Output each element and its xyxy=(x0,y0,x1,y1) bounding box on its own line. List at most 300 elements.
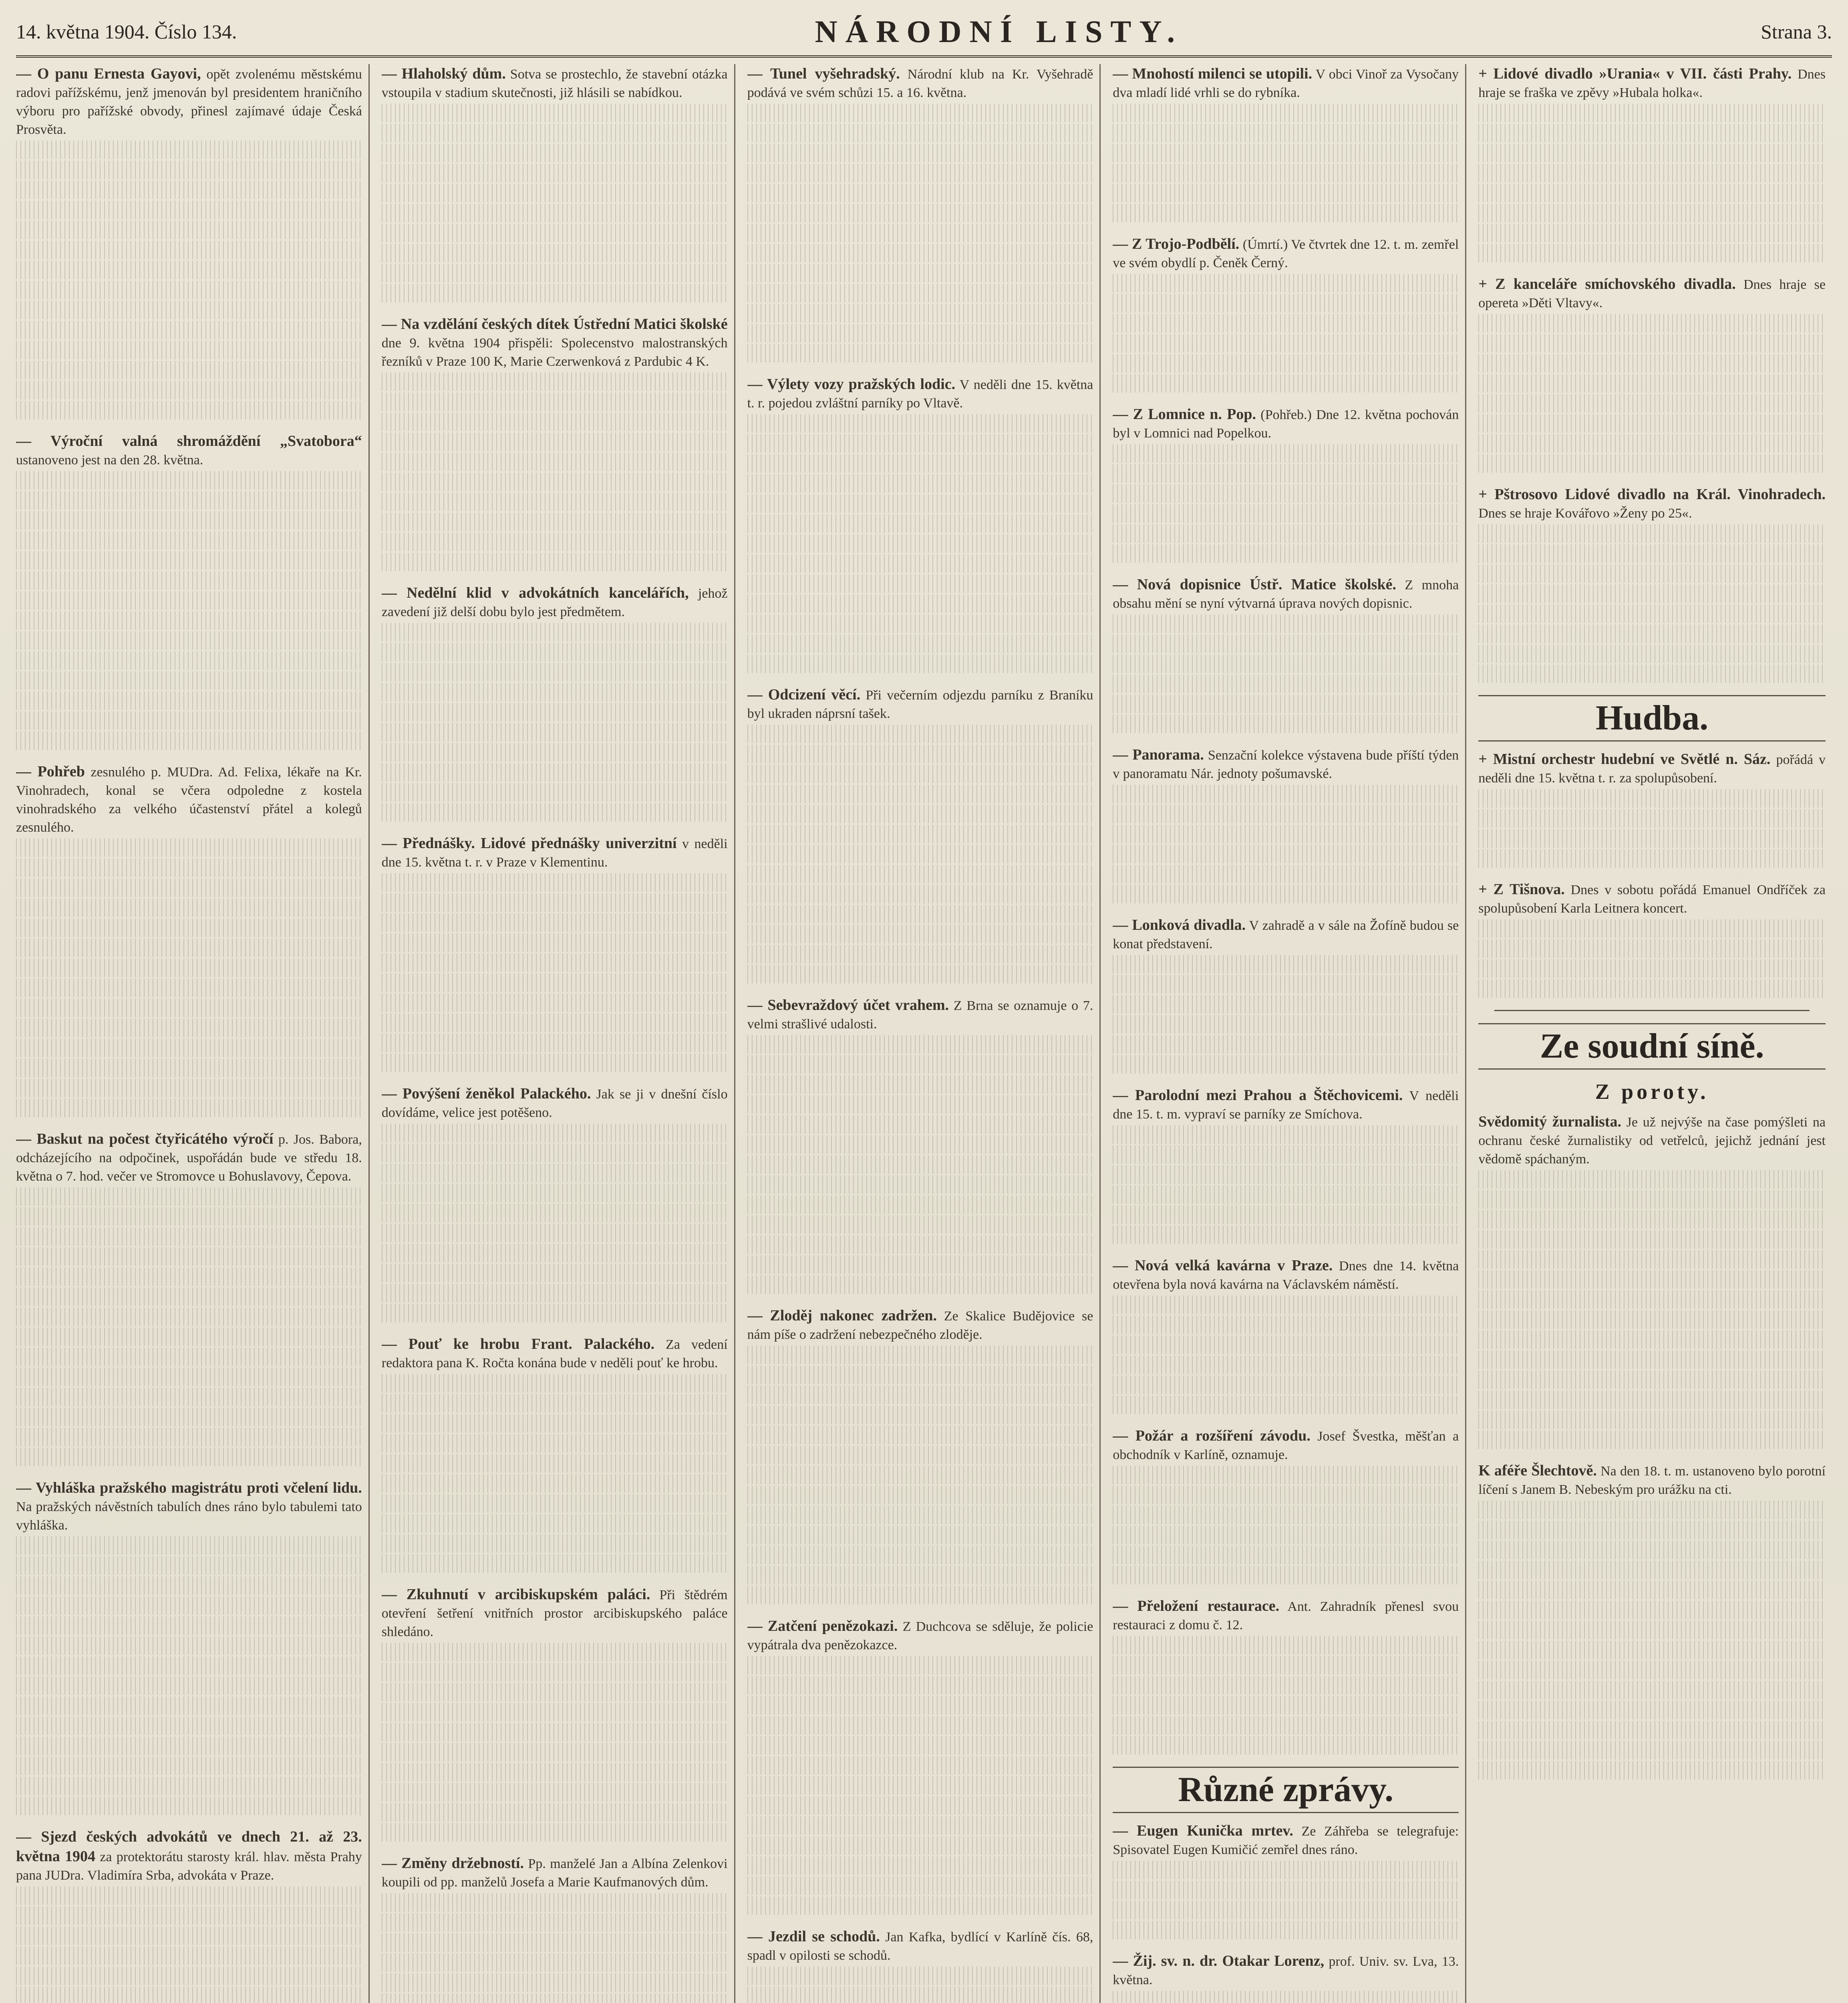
article xyxy=(382,1334,728,1573)
text-line xyxy=(747,1566,1093,1584)
text-line xyxy=(16,1388,362,1406)
article-headline: — Lonková divadla. xyxy=(1113,917,1246,933)
article-text xyxy=(1113,1256,1459,1294)
article-body: Ant. Zahradník přenesl svou restauraci z domu č. 12. xyxy=(1113,1599,1459,1632)
text-line xyxy=(16,571,362,590)
article-text xyxy=(1478,64,1826,102)
article xyxy=(747,375,1093,673)
text-line xyxy=(382,1993,728,2003)
text-line xyxy=(16,1616,362,1635)
text-line xyxy=(747,1526,1093,1544)
text-line xyxy=(1478,1350,1826,1369)
text-line xyxy=(1478,809,1826,828)
article-text xyxy=(382,834,728,872)
text-line xyxy=(382,663,728,681)
text-line xyxy=(16,471,362,490)
article xyxy=(1113,1596,1459,1755)
text-line xyxy=(382,104,728,122)
article-body: Při štědrém otevření šetření vnitřních prostor arcibiskupského paláce shledáno. xyxy=(381,1588,728,1639)
text-line xyxy=(747,164,1093,182)
text-line xyxy=(16,531,362,550)
article-body: za protektorátu starosty král. hlav. města Prahy pana JUDra. Vladimíra Srba, advokáta v Praze. xyxy=(16,1850,362,1883)
article-text xyxy=(1478,1112,1826,1169)
text-line xyxy=(1113,1861,1459,1879)
text-line xyxy=(382,513,728,531)
article xyxy=(1113,745,1459,903)
text-line xyxy=(16,281,362,299)
text-line xyxy=(382,1554,728,1573)
article xyxy=(1113,915,1459,1074)
text-line xyxy=(1478,919,1826,938)
article-headline: — Přednášky. Lidové přednášky univerzitní xyxy=(381,835,677,852)
text-line xyxy=(16,1947,362,1965)
text-line xyxy=(16,301,362,319)
text-line xyxy=(16,1987,362,2003)
text-line xyxy=(1113,1165,1459,1184)
article-body: pořádá v neděli dne 15. května t. r. za spolupůsobení. xyxy=(1478,752,1826,786)
text-line xyxy=(747,1896,1093,1915)
article-body: v neděli dne 15. května t. r. v Praze v Klementinu. xyxy=(381,836,728,870)
text-line xyxy=(1478,354,1826,373)
article xyxy=(1113,1426,1459,1584)
text-line xyxy=(1113,1636,1459,1654)
article xyxy=(382,834,728,1072)
article-headline: — Povýšení ženěkol Palackého. xyxy=(381,1085,591,1102)
text-line xyxy=(747,1155,1093,1174)
text-line xyxy=(1113,484,1459,503)
text-line xyxy=(1113,885,1459,903)
text-line xyxy=(747,1676,1093,1695)
article-headline: — Eugen Kunička mrtev. xyxy=(1113,1822,1293,1839)
text-line xyxy=(1113,1526,1459,1544)
article-headline: — Výlety vozy pražských lodic. xyxy=(747,376,956,393)
text-line xyxy=(382,913,728,932)
article-headline: — Sebevraždový účet vrahem. xyxy=(747,997,949,1014)
text-line xyxy=(1113,825,1459,843)
text-line xyxy=(747,1736,1093,1755)
text-line xyxy=(16,1348,362,1366)
text-line xyxy=(1113,1185,1459,1204)
text-line xyxy=(382,1414,728,1433)
text-line xyxy=(747,845,1093,863)
text-line xyxy=(747,304,1093,322)
text-line xyxy=(747,534,1093,553)
text-line xyxy=(382,1394,728,1413)
article-headline: — Zatčení penězokazi. xyxy=(747,1618,898,1634)
text-line xyxy=(1478,979,1826,998)
text-line xyxy=(16,1059,362,1077)
article xyxy=(16,431,362,750)
article-body: opět zvolenému městskému radovi pařížskému, jenž jmenován byl presidentem hraničního výboru pro pařížské obvody, přinesl zajímavé údaje Česká Prosvěta. xyxy=(16,67,362,137)
text-line xyxy=(16,241,362,259)
text-line xyxy=(382,783,728,802)
text-line xyxy=(16,879,362,897)
text-line xyxy=(1113,314,1459,332)
article-text xyxy=(382,64,728,102)
issue-date: 14. května 1904. Číslo 134. xyxy=(16,20,237,43)
text-line xyxy=(382,893,728,912)
section-heading-ze-soudni-sine: Ze soudní síně. xyxy=(1478,1023,1826,1070)
article-headline: + Z Tišnova. xyxy=(1478,881,1565,898)
article-body: zesnulého p. MUDra. Ad. Felixa, lékaře na Kr. Vinohradech, konal se včera odpoledne z kostela vinohradského za velkého účastenství přátel a kolegů zesnulého. xyxy=(16,765,362,835)
article-text xyxy=(382,1854,728,1892)
article-body: (Úmrtí.) Ve čtvrtek dne 12. t. m. zemřel ve svém obydlí p. Čeněk Černý. xyxy=(1113,237,1459,270)
text-line xyxy=(382,1454,728,1473)
article-text xyxy=(1113,405,1459,443)
text-line xyxy=(382,1723,728,1741)
text-line xyxy=(382,224,728,242)
text-line xyxy=(1478,625,1826,643)
article-body: Z Brna se oznamuje o 7. velmi strašlivé udalosti. xyxy=(747,998,1093,1032)
article-body: Z Duchcova se sděluje, že policie vypátrala dva penězokazce. xyxy=(747,1619,1093,1652)
text-line xyxy=(747,965,1093,983)
text-line xyxy=(747,144,1093,162)
text-line xyxy=(16,731,362,750)
text-line xyxy=(1113,1506,1459,1524)
text-line xyxy=(1113,544,1459,563)
text-line xyxy=(1113,1736,1459,1755)
text-line xyxy=(16,631,362,650)
text-line xyxy=(16,201,362,219)
text-line xyxy=(747,414,1093,433)
text-line xyxy=(382,1783,728,1801)
article xyxy=(1113,64,1459,222)
text-line xyxy=(1113,1296,1459,1314)
text-line xyxy=(1478,1521,1826,1539)
text-line xyxy=(16,221,362,239)
text-line xyxy=(382,1434,728,1453)
text-line xyxy=(16,551,362,570)
text-line xyxy=(1113,294,1459,312)
text-line xyxy=(16,1656,362,1675)
text-line xyxy=(1113,204,1459,222)
article-body: Dnes dne 14. května otevřena byla nová kavárna na Václavském náměstí. xyxy=(1113,1259,1459,1292)
text-line xyxy=(382,264,728,282)
article-text xyxy=(1113,1426,1459,1464)
column-3 xyxy=(747,64,1101,2003)
text-line xyxy=(382,393,728,411)
text-line xyxy=(16,611,362,630)
text-line xyxy=(382,1284,728,1302)
text-line xyxy=(382,1054,728,1072)
text-line xyxy=(1478,454,1826,473)
text-line xyxy=(1113,374,1459,393)
text-line xyxy=(1478,1561,1826,1579)
columns xyxy=(16,64,1832,2003)
article-text xyxy=(747,995,1093,1034)
article xyxy=(1113,575,1459,733)
article xyxy=(747,685,1093,983)
text-line xyxy=(382,993,728,1012)
article-body: Z mnoha obsahu mění se nyní výtvarná úprava nových dopisnic. xyxy=(1113,578,1459,611)
article xyxy=(747,1927,1093,2003)
text-line xyxy=(382,1474,728,1493)
text-line xyxy=(382,1953,728,1972)
article-text xyxy=(16,1478,362,1535)
article-headline: — Odcizení věcí. xyxy=(747,686,861,703)
text-line xyxy=(382,453,728,471)
article-body: Národní klub na Kr. Vyšehradě podává ve svém schůzi 15. a 16. května. xyxy=(747,67,1093,100)
text-line xyxy=(1478,645,1826,663)
article-headline: — Změny držebností. xyxy=(381,1855,524,1872)
article xyxy=(1478,1461,1826,1779)
article-headline: — Sjezd českých advokátů ve dnech 21. až 23. května 1904 xyxy=(16,1828,362,1865)
text-line xyxy=(16,181,362,199)
text-line xyxy=(16,361,362,379)
article-headline: + Z kanceláře smíchovského divadla. xyxy=(1478,276,1736,292)
text-line xyxy=(747,1816,1093,1835)
text-line xyxy=(382,1663,728,1681)
article-text xyxy=(1113,64,1459,102)
column-2 xyxy=(382,64,735,2003)
text-line xyxy=(382,953,728,972)
text-line xyxy=(382,743,728,762)
text-line xyxy=(382,1913,728,1932)
article-body: Sotva se prostechlo, že stavební otázka vstoupila v stadium skutečnosti, již hlásili se nabídkou. xyxy=(381,67,728,100)
article-body: Josef Švestka, měšťan a obchodník v Karlíně, oznamuje. xyxy=(1113,1429,1459,1462)
text-line xyxy=(1478,204,1826,222)
article-body: Dnes hraje se fraška ve zpěvy »Hubala holka«. xyxy=(1478,67,1826,100)
text-line xyxy=(1113,675,1459,693)
section-heading-ruzne-zpravy: Různé zprávy. xyxy=(1113,1767,1459,1813)
article xyxy=(1113,234,1459,393)
text-line xyxy=(1113,274,1459,292)
text-line xyxy=(747,224,1093,242)
article-body: Pp. manželé Jan a Albína Zelenkovi koupili od pp. manželů Josefa a Marie Kaufmanových dům. xyxy=(381,1856,728,1890)
text-line xyxy=(747,1215,1093,1234)
article-headline: — Zloděj nakonec zadržen. xyxy=(747,1307,937,1324)
text-line xyxy=(1478,829,1826,848)
text-line xyxy=(16,838,362,857)
article-text xyxy=(1478,274,1826,312)
text-line xyxy=(16,1079,362,1097)
text-line xyxy=(747,514,1093,533)
text-line xyxy=(16,1797,362,1815)
text-line xyxy=(747,1406,1093,1424)
text-line xyxy=(1113,1015,1459,1034)
text-line xyxy=(382,1514,728,1533)
text-line xyxy=(747,1696,1093,1715)
text-line xyxy=(747,1386,1093,1404)
text-line xyxy=(16,321,362,339)
text-line xyxy=(382,1124,728,1142)
text-line xyxy=(16,1308,362,1326)
text-line xyxy=(16,1448,362,1466)
text-line xyxy=(1478,584,1826,603)
text-line xyxy=(1113,164,1459,182)
article-body: Dnes se hraje Kovářovo »Ženy po 25«. xyxy=(1478,506,1692,521)
text-line xyxy=(1113,1376,1459,1394)
article-text xyxy=(382,1084,728,1122)
article-text xyxy=(747,1927,1093,1965)
article xyxy=(1478,64,1826,262)
article-text xyxy=(16,762,362,837)
article-text xyxy=(1113,575,1459,613)
text-line xyxy=(382,1264,728,1282)
text-line xyxy=(382,1973,728,1992)
text-line xyxy=(1478,1641,1826,1659)
text-line xyxy=(16,979,362,997)
text-line xyxy=(16,1906,362,1925)
text-line xyxy=(382,933,728,952)
text-line xyxy=(747,1075,1093,1094)
text-line xyxy=(747,1095,1093,1114)
text-line xyxy=(382,284,728,302)
text-line xyxy=(16,1886,362,1905)
text-line xyxy=(1478,1601,1826,1619)
article xyxy=(1478,750,1826,868)
article-text xyxy=(382,1334,728,1372)
article-text xyxy=(1478,485,1826,523)
text-line xyxy=(1478,334,1826,353)
article-text xyxy=(747,375,1093,413)
text-line xyxy=(747,1546,1093,1564)
text-line xyxy=(1478,414,1826,433)
text-line xyxy=(747,1255,1093,1274)
article xyxy=(1478,880,1826,998)
text-line xyxy=(16,1596,362,1615)
article xyxy=(1478,274,1826,473)
text-line xyxy=(1478,939,1826,958)
article xyxy=(1113,1821,1459,1939)
text-line xyxy=(382,473,728,491)
text-line xyxy=(1113,124,1459,142)
text-line xyxy=(382,973,728,992)
article-headline: — Nová velká kavárna v Praze. xyxy=(1113,1257,1333,1274)
article-body: Senzační kolekce výstavena bude příští týden v panoramatu Nár. jednoty pošumavské. xyxy=(1113,748,1459,781)
article-body: Dnes v sobotu pořádá Emanuel Ondříček za spolupůsobení Karla Leitnera koncert. xyxy=(1478,883,1826,916)
text-line xyxy=(382,643,728,661)
text-line xyxy=(747,124,1093,142)
article xyxy=(747,64,1093,363)
page-number: Strana 3. xyxy=(1761,20,1832,43)
article-headline: — Tunel vyšehradský. xyxy=(747,65,900,82)
text-line xyxy=(1478,124,1826,142)
text-line xyxy=(16,1697,362,1715)
article-body: Při večerním odjezdu parníku z Braníku byl ukraden náprsní tašek. xyxy=(747,688,1093,721)
text-line xyxy=(16,1967,362,1985)
text-line xyxy=(382,1014,728,1032)
text-line xyxy=(747,825,1093,843)
text-line xyxy=(382,164,728,182)
article xyxy=(1113,1086,1459,1244)
text-line xyxy=(1478,184,1826,202)
article xyxy=(16,1478,362,1815)
text-line xyxy=(382,553,728,571)
text-line xyxy=(16,1328,362,1346)
article-headline: — Mnohostí milenci se utopili. xyxy=(1113,65,1313,82)
text-line xyxy=(1113,715,1459,733)
text-line xyxy=(747,945,1093,963)
article-body: prof. Univ. sv. Lva, 13. května. xyxy=(1113,1954,1459,1987)
text-line xyxy=(382,533,728,551)
text-line xyxy=(747,1055,1093,1074)
article-headline: — Jezdil se schodů. xyxy=(747,1928,880,1945)
text-line xyxy=(747,865,1093,883)
text-line xyxy=(1113,1656,1459,1675)
article-headline: — Hlaholský dům. xyxy=(381,65,506,82)
text-line xyxy=(16,1207,362,1226)
article-text xyxy=(382,314,728,371)
article-text xyxy=(16,431,362,470)
text-line xyxy=(16,1636,362,1655)
text-line xyxy=(16,1717,362,1735)
article-headline: — Na vzdělání českých dítek Ústřední Matici školské xyxy=(381,316,728,332)
article xyxy=(747,1616,1093,1915)
text-line xyxy=(1113,955,1459,973)
text-line xyxy=(16,1556,362,1575)
text-line xyxy=(382,493,728,511)
text-line xyxy=(382,1534,728,1553)
article-headline: — Výroční valná shromáždění „Svatobora“ xyxy=(16,433,362,449)
text-line xyxy=(747,1506,1093,1524)
text-line xyxy=(16,1576,362,1595)
text-line xyxy=(16,1757,362,1775)
text-line xyxy=(382,1893,728,1912)
text-line xyxy=(16,491,362,510)
text-line xyxy=(747,1586,1093,1604)
article-headline: — Panorama. xyxy=(1113,746,1204,763)
article-body: Jan Kafka, bydlící v Karlíně čís. 68, spadl v opilosti se schodů. xyxy=(747,1930,1093,1963)
article-headline: — Požár a rozšíření závodu. xyxy=(1113,1427,1311,1444)
article-body: ustanoveno jest na den 28. května. xyxy=(16,453,203,468)
article-headline: — Žij. sv. n. dr. Otakar Lorenz, xyxy=(1113,1953,1325,1969)
text-line xyxy=(1113,1336,1459,1354)
text-line xyxy=(16,1267,362,1286)
text-line xyxy=(382,184,728,202)
text-line xyxy=(1478,374,1826,393)
text-line xyxy=(1113,1676,1459,1695)
text-line xyxy=(382,244,728,262)
article-body: V obci Vinoř za Vysočany dva mladí lidé vrhli se do rybníka. xyxy=(1113,67,1459,100)
text-line xyxy=(1478,164,1826,182)
article-text xyxy=(1478,880,1826,918)
text-line xyxy=(747,1876,1093,1895)
text-line xyxy=(1113,104,1459,122)
column-4 xyxy=(1113,64,1466,2003)
article xyxy=(382,583,728,822)
text-line xyxy=(16,141,362,159)
text-line xyxy=(382,683,728,701)
text-line xyxy=(747,324,1093,343)
article-text xyxy=(16,64,362,139)
text-line xyxy=(747,1446,1093,1464)
article-headline: — Z Trojo-Podbělí. xyxy=(1113,236,1240,252)
text-line xyxy=(1113,1716,1459,1735)
text-line xyxy=(382,763,728,782)
text-line xyxy=(747,184,1093,202)
text-line xyxy=(1478,314,1826,332)
text-line xyxy=(747,284,1093,302)
article-text xyxy=(1113,1951,1459,1989)
article xyxy=(1478,485,1826,683)
text-line xyxy=(1478,1270,1826,1289)
text-line xyxy=(382,433,728,451)
text-line xyxy=(16,959,362,977)
article-body: Na pražských návěstních tabulích dnes ráno bylo tabulemi tato vyhláška. xyxy=(16,1499,362,1533)
text-line xyxy=(747,1796,1093,1815)
text-line xyxy=(382,1224,728,1242)
text-line xyxy=(747,655,1093,673)
text-line xyxy=(747,1776,1093,1795)
text-line xyxy=(747,344,1093,363)
text-line xyxy=(382,1184,728,1202)
text-line xyxy=(382,1374,728,1392)
text-line xyxy=(16,261,362,279)
article xyxy=(382,314,728,571)
text-line xyxy=(16,401,362,419)
article-headline: Svědomitý žurnalista. xyxy=(1478,1113,1621,1130)
